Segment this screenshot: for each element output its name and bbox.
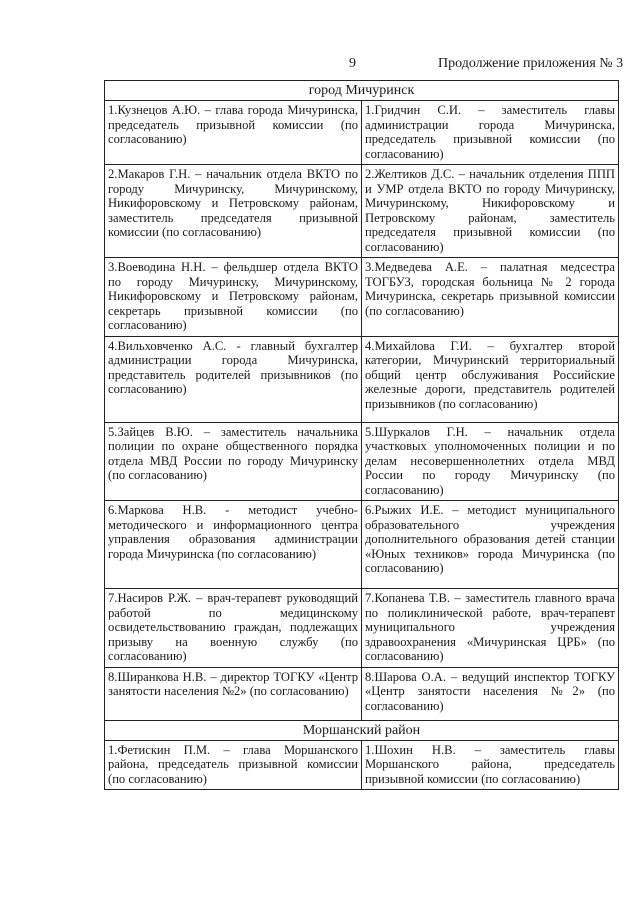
reserve-member-cell: 8.Шарова О.А. – ведущий инспектор ТОГКУ «Центр занятости населения №2» (по согласованию): [362, 667, 619, 720]
reserve-member-cell: 6.Рыжих И.Е. – методист муниципального образовательного учреждения дополнительного образования детей станции «Юных техников» города Мичуринска (по согласованию): [362, 501, 619, 589]
table-row: [105, 589, 619, 668]
table-row: [105, 667, 619, 720]
table-row: [105, 501, 619, 589]
reserve-member-cell: 7.Копанева Т.В. – заместитель главного врача по поликлинической работе, врач-терапевт муниципального учреждения здравоохранения «Мичуринская ЦРБ» (по согласованию): [362, 589, 619, 668]
reserve-member-cell: 4.Михайлова Г.И. – бухгалтер второй категории, Мичуринский территориальный общий центр обслуживания Российские железные дороги, представитель родителей призывников (по согласованию): [362, 336, 619, 422]
main-member-cell: 7.Насиров Р.Ж. – врач-терапевт руководящий работой по медицинскому освидетельствованию граждан, подлежащих призыву на военную службу (по согласованию): [105, 589, 362, 668]
reserve-member-cell: 3.Медведева А.Е. – палатная медсестра ТОГБУЗ, городская больница № 2 города Мичуринска, секретарь призывной комиссии (по согласованию): [362, 258, 619, 337]
section-title-morshansk: Моршанский район: [105, 720, 619, 740]
table-row: [105, 336, 619, 422]
appendix-continuation-note: Продолжение приложения № 3: [438, 56, 624, 71]
reserve-member-cell: 1.Шохин Н.В. – заместитель главы Моршанского района, председатель призывной комиссии (по согласованию): [362, 740, 619, 790]
page-number: 9: [349, 56, 356, 71]
reserve-member-cell: 5.Шуркалов Г.Н. – начальник отдела участковых уполномоченных полиции и по делам несовершеннолетних отдела МВД России по городу Мичуринску (по согласованию): [362, 422, 619, 501]
table-row: [105, 422, 619, 501]
main-member-cell: 8.Ширанкова Н.В. – директор ТОГКУ «Центр занятости населения №2» (по согласованию): [105, 667, 362, 720]
reserve-member-cell: 1.Гридчин С.И. – заместитель главы администрации города Мичуринска, председатель призывной комиссии (по согласованию): [362, 101, 619, 165]
reserve-member-cell: 2.Желтиков Д.С. – начальник отделения ППП и УМР отдела ВКТО по городу Мичуринску, Мичуринскому, Никифоровскому и Петровскому районам, заместитель председателя призывной комиссии (по согласованию): [362, 165, 619, 258]
table-row: [105, 740, 619, 790]
table-row: [105, 258, 619, 337]
section-title-michurinsk: город Мичуринск: [105, 81, 619, 101]
main-member-cell: 2.Макаров Г.Н. – начальник отдела ВКТО по городу Мичуринску, Мичуринскому, Никифоровскому и Петровскому районам, заместитель председателя призывной комиссии (по согласованию): [105, 165, 362, 258]
table-row: [105, 101, 619, 165]
main-member-cell: 3.Воеводина Н.Н. – фельдшер отдела ВКТО по городу Мичуринску, Мичуринскому, Никифоровскому и Петровскому районам, секретарь призывной комиссии (по согласованию): [105, 258, 362, 337]
table-row: [105, 165, 619, 258]
main-member-cell: 1.Кузнецов А.Ю. – глава города Мичуринска, председатель призывной комиссии (по согласованию): [105, 101, 362, 165]
main-member-cell: 1.Фетискин П.М. – глава Моршанского района, председатель призывной комиссии (по согласованию): [105, 740, 362, 790]
commission-members-table: [104, 80, 619, 790]
main-member-cell: 5.Зайцев В.Ю. – заместитель начальника полиции по охране общественного порядка отдела МВД России по городу Мичуринску (по согласованию): [105, 422, 362, 501]
main-member-cell: 6.Маркова Н.В. - методист учебно-методического и информационного центра управления образования администрации города Мичуринска (по согласованию): [105, 501, 362, 589]
main-member-cell: 4.Вильховченко А.С. - главный бухгалтер администрации города Мичуринска, представитель родителей призывников (по согласованию): [105, 336, 362, 422]
